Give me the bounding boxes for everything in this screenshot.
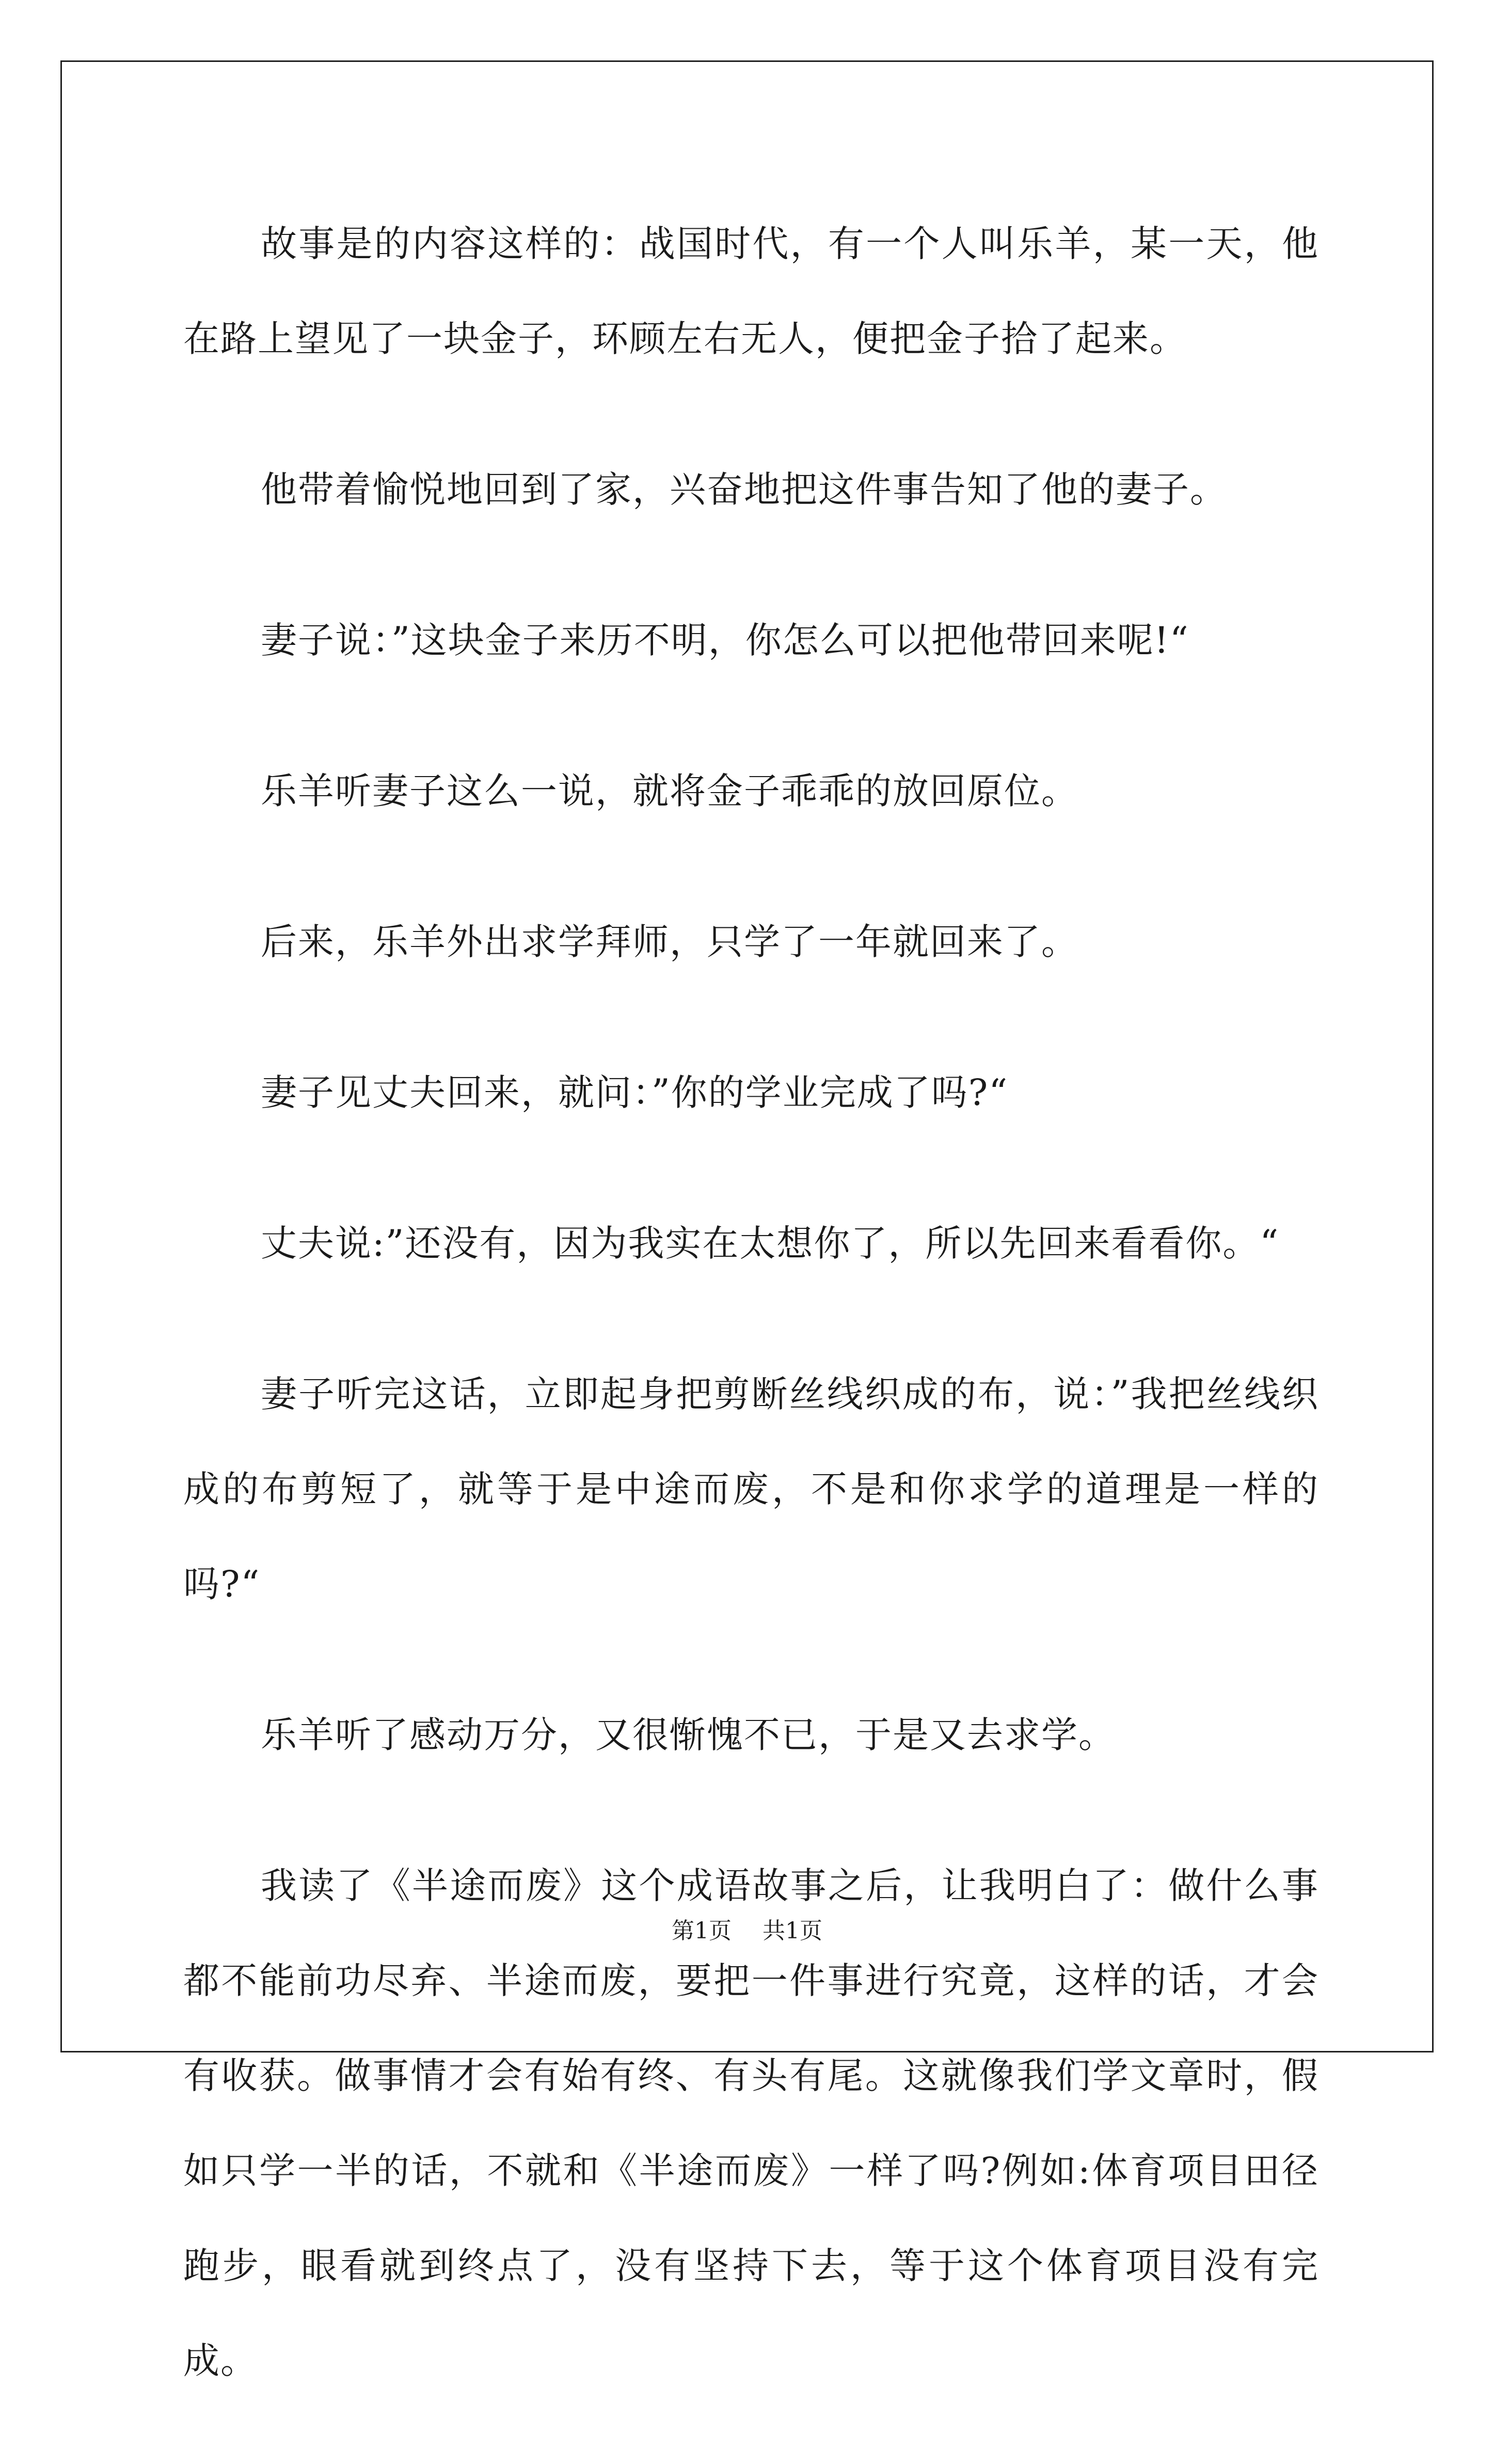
paragraph-6: 妻子见丈夫回来，就问：”你的学业完成了吗?“ [261,1071,1009,1114]
document-body [183,196,1319,2464]
paragraph-5: 后来，乐羊外出求学拜师，只学了一年就回来了。 [261,921,1078,963]
paragraph-7: 丈夫说:”还没有，因为我实在太想你了，所以先回来看看你。“ [261,1222,1280,1265]
paragraph-2: 他带着愉悦地回到了家，兴奋地把这件事告知了他的妻子。 [261,468,1227,511]
paragraph-10: 我读了《半途而废》这个成语故事之后，让我明白了：做什么事都不能前功尽弃、半途而废，要把一件事进行究竟，这样的话，才会有收获。做事情才会有始有终、有头有尾。这就像我们学文章时，假如只学一半的话，不就和《半途而废》一样了吗?例如:体育项目田径跑步，眼看就到终点了，没有坚持下去，等于这个体育项目没有完成。 [183,1865,1319,2382]
page-number: 第1页 [672,1918,732,1944]
paragraph-4: 乐羊听妻子这么一说，就将金子乖乖的放回原位。 [261,770,1078,812]
page-total: 共1页 [762,1918,822,1944]
paragraph-9: 乐羊听了感动万分，又很惭愧不已，于是又去求学。 [261,1714,1116,1756]
paragraph-1: 故事是的内容这样的：战国时代，有一个人叫乐羊，某一天，他在路上望见了一块金子，环顾左右无人，便把金子拾了起来。 [183,223,1319,360]
paragraph-3: 妻子说：”这块金子来历不明，你怎么可以把他带回来呢!“ [261,619,1189,661]
page-footer [0,1916,1494,1947]
paragraph-8: 妻子听完这话，立即起身把剪断丝线织成的布，说：”我把丝线织成的布剪短了，就等于是中途而废，不是和你求学的道理是一样的吗?“ [183,1373,1319,1605]
